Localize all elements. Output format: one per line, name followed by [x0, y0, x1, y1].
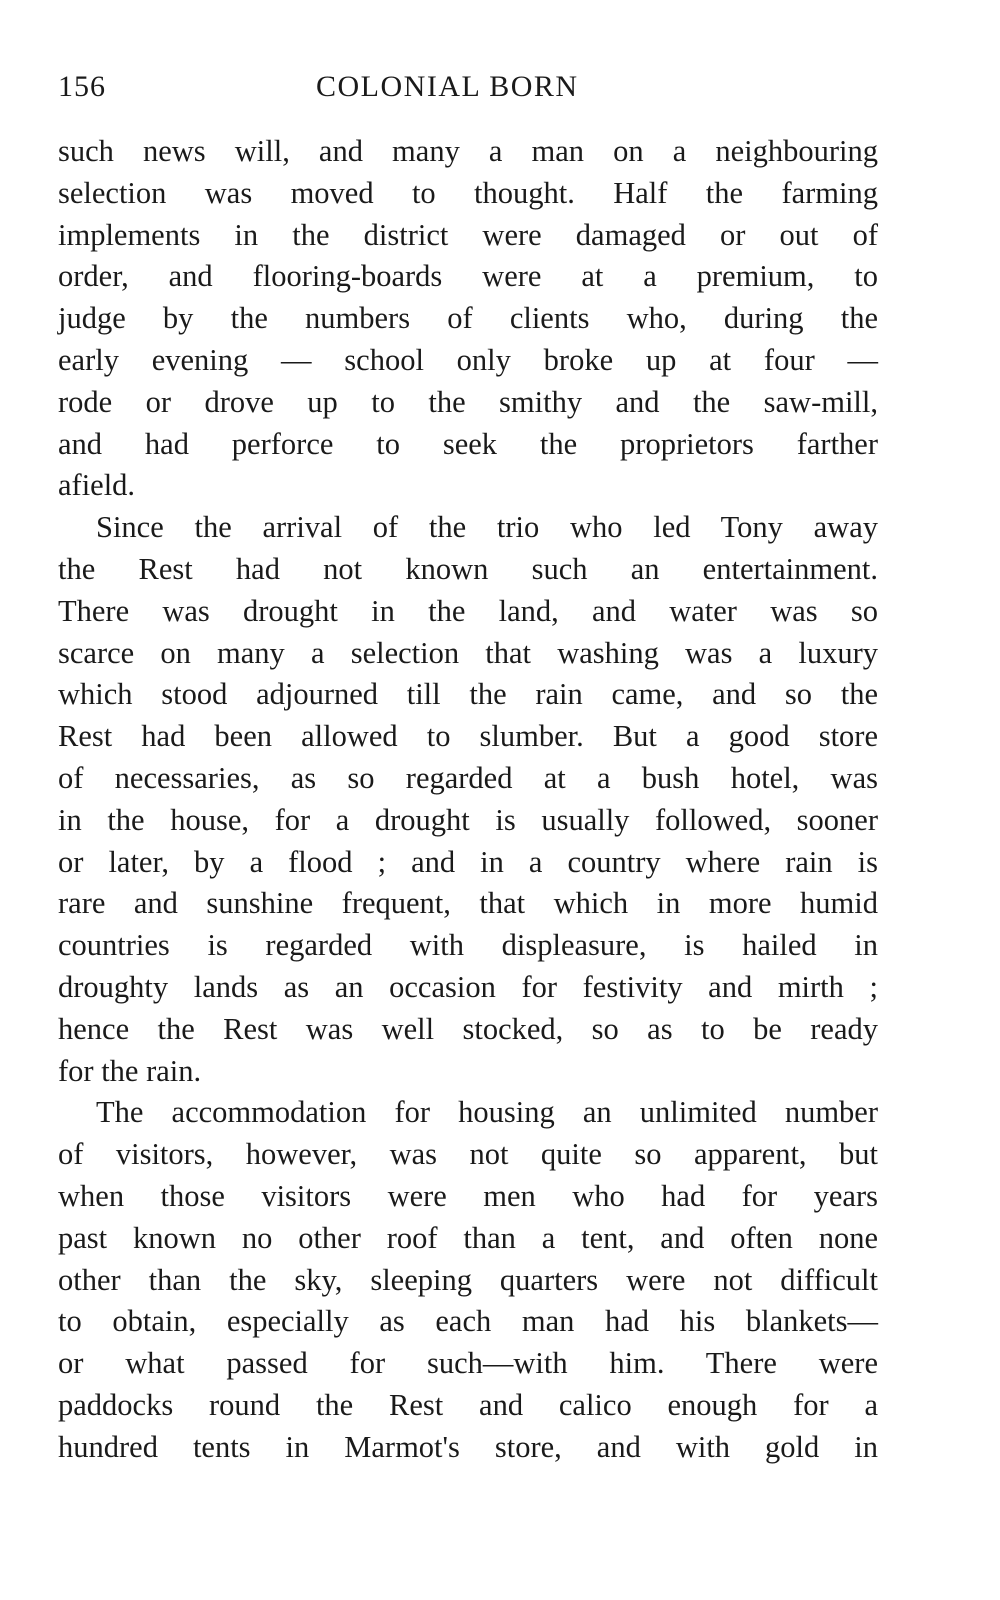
text-line: Rest had been allowed to slumber. But a good store: [58, 719, 878, 754]
page-header: [58, 70, 878, 114]
text-line: paddocks round the Rest and calico enough for a: [58, 1387, 878, 1422]
running-head: COLONIAL BORN: [316, 70, 579, 103]
text-line: of necessaries, as so regarded at a bush hotel, was: [58, 760, 878, 795]
text-line: which stood adjourned till the rain came, and so the: [58, 677, 878, 712]
text-line: judge by the numbers of clients who, during the: [58, 301, 878, 336]
text-line: droughty lands as an occasion for festivity and mirth ;: [58, 969, 878, 1004]
text-line: early evening — school only broke up at four —: [58, 342, 878, 377]
text-line: scarce on many a selection that washing was a luxury: [58, 635, 878, 670]
text-line: such news will, and many a man on a neighbouring: [58, 134, 878, 168]
text-line: or later, by a flood ; and in a country where rain is: [58, 844, 878, 879]
text-line: implements in the district were damaged or out of: [58, 217, 878, 252]
text-line: The accommodation for housing an unlimited number: [96, 1095, 878, 1130]
text-line: to obtain, especially as each man had his blankets—: [58, 1304, 878, 1339]
text-line: other than the sky, sleeping quarters were not difficult: [58, 1262, 878, 1297]
body-text: [58, 131, 878, 1469]
text-line: hence the Rest was well stocked, so as to be ready: [58, 1011, 878, 1046]
text-line: when those visitors were men who had for years: [58, 1178, 878, 1213]
text-line: There was drought in the land, and water was so: [58, 593, 878, 628]
paragraph-1: [58, 131, 878, 507]
text-line: afield.: [58, 468, 136, 503]
text-line: past known no other roof than a tent, and often none: [58, 1220, 878, 1255]
text-line: countries is regarded with displeasure, is hailed in: [58, 928, 878, 963]
text-line: rare and sunshine frequent, that which in more humid: [58, 886, 878, 921]
text-line: selection was moved to thought. Half the farming: [58, 175, 878, 210]
text-line: the Rest had not known such an entertainment.: [58, 551, 878, 586]
paragraph-2: [58, 507, 878, 1092]
text-line: or what passed for such—with him. There were: [58, 1346, 878, 1381]
text-line: for the rain.: [58, 1053, 202, 1088]
page-number: 156: [58, 70, 106, 103]
text-line: hundred tents in Marmot's store, and with gold in: [58, 1429, 878, 1464]
text-line: of visitors, however, was not quite so apparent, but: [58, 1137, 878, 1172]
text-line: Since the arrival of the trio who led Tony away: [96, 510, 878, 545]
text-line: in the house, for a drought is usually followed, sooner: [58, 802, 878, 837]
text-line: rode or drove up to the smithy and the saw-mill,: [58, 384, 878, 419]
text-line: order, and flooring-boards were at a premium, to: [58, 259, 878, 294]
paragraph-3: [58, 1092, 878, 1468]
text-line: and had perforce to seek the proprietors farther: [58, 426, 878, 461]
